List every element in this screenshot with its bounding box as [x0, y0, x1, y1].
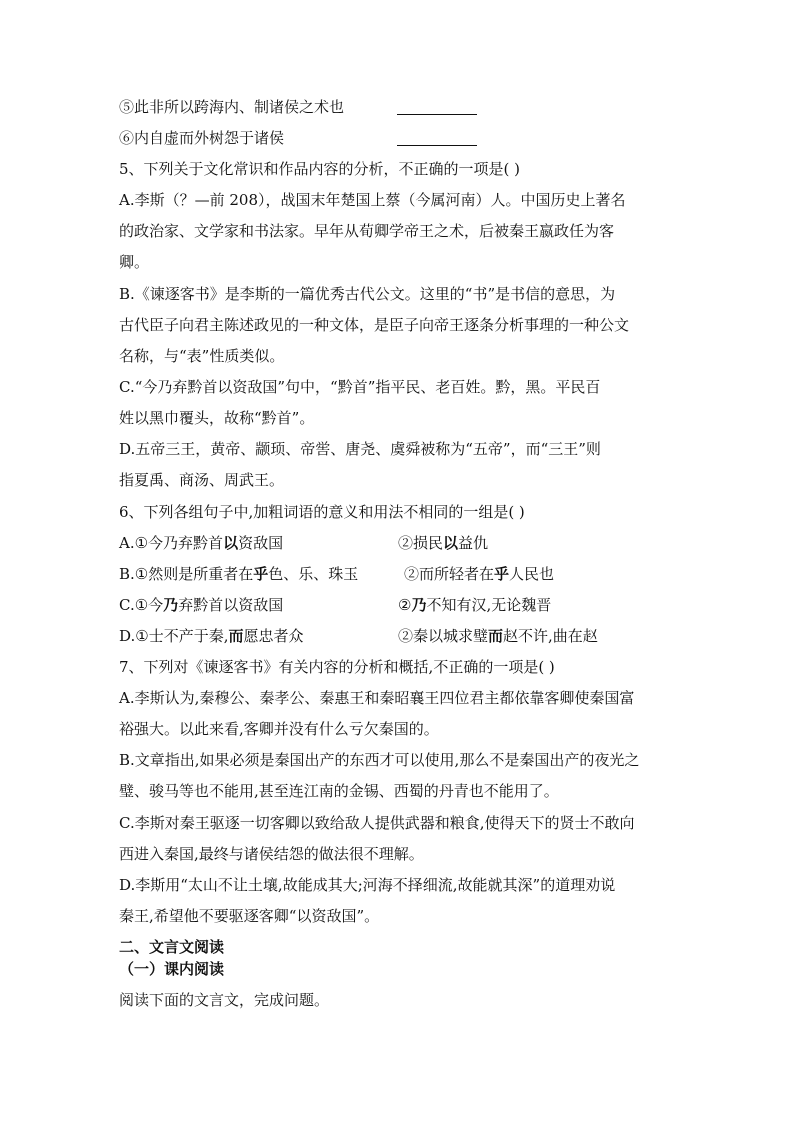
q5-option-a-line3: 卿。 [119, 253, 150, 271]
q7-option-b-line2: 璧、骏马等也不能用,甚至连江南的金锡、西蜀的丹青也不能用了。 [119, 782, 559, 800]
q6-a-left-pre: A.①今乃弃黔首 [119, 534, 224, 552]
q6-b-right-pre: ②而所轻者在 [404, 565, 495, 583]
q6-stem: 6、下列各组句子中,加粗词语的意义和用法不相同的一组是( ) [119, 503, 525, 521]
q5-option-a-line1: A.李斯（？—前 208），战国末年楚国上蔡（今属河南）人。中国历史上著名 [119, 191, 626, 209]
q6-a-left-post: 资敌国 [238, 534, 284, 552]
q6-a-right-post: 益仇 [458, 534, 489, 552]
q6-option-c-left [119, 595, 283, 615]
q6-option-d-left [119, 626, 304, 646]
section-subtitle: （一）课内阅读 [119, 960, 225, 978]
q5-option-d-line1: D.五帝三王，黄帝、颛顼、帝喾、唐尧、虞舜被称为“五帝”，而“三王”则 [119, 440, 601, 458]
q6-b-right-post: 人民也 [509, 565, 555, 583]
q6-b-left-pre: B.①然则是所重者在 [119, 565, 254, 583]
q4-item-5: ⑤此非所以跨海内、制诸侯之术也 [119, 98, 345, 116]
q6-b-left-post: 色、乐、珠玉 [268, 565, 359, 583]
answer-blank-6[interactable] [397, 145, 477, 146]
q6-option-b-left [119, 564, 358, 584]
q6-a-right-pre: ②损民 [398, 534, 444, 552]
q6-c-left-bold-word: 乃 [163, 596, 179, 614]
q5-option-a-line2: 的政治家、文学家和书法家。早年从荀卿学帝王之术，后被秦王嬴政任为客 [119, 222, 615, 240]
q6-option-b-right [404, 564, 554, 584]
q7-option-b-line1: B.文章指出,如果必须是秦国出产的东西才可以使用,那么不是秦国出产的夜光之 [119, 751, 640, 769]
q6-d-left-post: 愿忠者众 [243, 627, 304, 645]
q7-option-a-line1: A.李斯认为,秦穆公、秦孝公、秦惠王和秦昭襄王四位君主都依靠客卿使秦国富 [119, 689, 635, 707]
q5-stem: 5、下列关于文化常识和作品内容的分析，不正确的一项是( ) [119, 160, 521, 178]
q6-d-left-pre: D.①士不产于秦, [119, 627, 229, 645]
q6-option-d-right [398, 626, 598, 646]
q7-stem: 7、下列对《谏逐客书》有关内容的分析和概括,不正确的一项是( ) [119, 658, 555, 676]
q5-option-d-line2: 指夏禹、商汤、周武王。 [119, 471, 285, 489]
q6-c-right-pre: ② [398, 596, 412, 614]
q6-a-left-bold-word: 以 [223, 534, 239, 552]
q7-option-a-line2: 裕强大。以此来看,客卿并没有什么亏欠秦国的。 [119, 720, 439, 738]
q6-b-right-bold-word: 乎 [494, 565, 510, 583]
q5-option-b-line3: 名称，与“表”性质类似。 [119, 347, 285, 365]
q6-option-a-left [119, 533, 283, 553]
section-title: 二、文言文阅读 [119, 938, 225, 956]
q6-a-right-bold-word: 以 [443, 534, 459, 552]
q6-c-left-post: 弃黔首以资敌国 [178, 596, 284, 614]
q6-d-right-pre: ②秦以城求璧 [398, 627, 489, 645]
q5-option-c-line2: 姓以黑巾覆头，故称“黔首”。 [119, 409, 315, 427]
q6-b-left-bold-word: 乎 [253, 565, 269, 583]
q6-option-a-right [398, 533, 488, 553]
q6-option-c-right [398, 595, 551, 615]
q7-option-d-line1: D.李斯用“太山不让土壤,故能成其大;河海不择细流,故能就其深”的道理劝说 [119, 876, 616, 894]
q4-item-6: ⑥内自虚而外树怨于诸侯 [119, 129, 285, 147]
q6-d-left-bold-word: 而 [228, 627, 244, 645]
q6-c-right-bold-word: 乃 [411, 596, 427, 614]
q7-option-d-line2: 秦王,希望他不要驱逐客卿“以资敌国”。 [119, 907, 380, 925]
answer-blank-5[interactable] [397, 114, 477, 115]
q5-option-b-line2: 古代臣子向君主陈述政见的一种文体，是臣子向帝王逐条分析事理的一种公文 [119, 316, 630, 334]
q7-option-c-line1: C.李斯对秦王驱逐一切客卿以致给敌人提供武器和粮食,使得天下的贤士不敢向 [119, 814, 635, 832]
q6-c-right-post: 不知有汉,无论魏晋 [426, 596, 552, 614]
q5-option-b-line1: B.《谏逐客书》是李斯的一篇优秀古代公文。这里的“书”是书信的意思，为 [119, 285, 616, 303]
q6-c-left-pre: C.①今 [119, 596, 164, 614]
q6-d-right-post: 赵不许,曲在赵 [503, 627, 598, 645]
q5-option-c-line1: C.“今乃弃黔首以资敌国”句中，“黔首”指平民、老百姓。黔，黑。平民百 [119, 378, 601, 396]
q6-d-right-bold-word: 而 [488, 627, 504, 645]
q7-option-c-line2: 西进入秦国,最终与诸侯结怨的做法很不理解。 [119, 845, 424, 863]
section-intro: 阅读下面的文言文，完成问题。 [119, 991, 330, 1009]
